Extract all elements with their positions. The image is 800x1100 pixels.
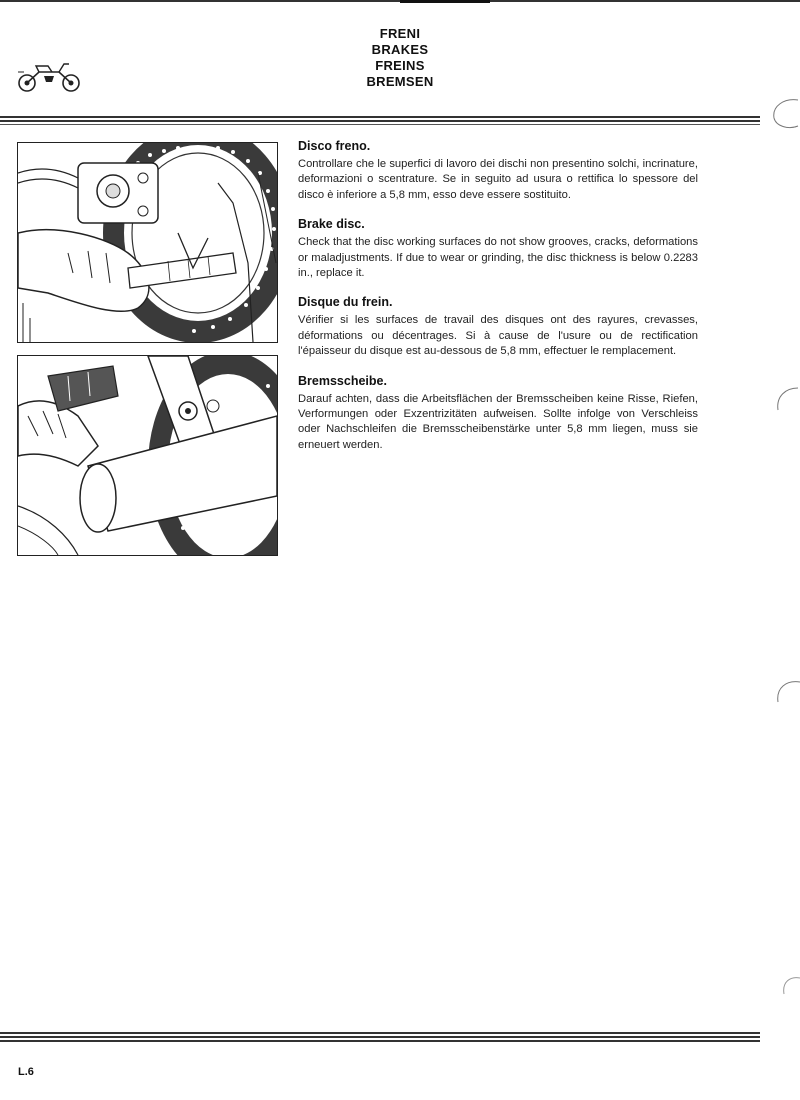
section-body: Vérifier si les surfaces de travail des disques ont des rayures, crevasses, déformations ou décentrages. Si à cause de l'usure ou de rectification l'épaisseur du disque est au-dessous de 5,8 mm, effectuer le remplacement. <box>298 314 698 358</box>
title-fr: FREINS <box>375 58 425 73</box>
section-english <box>298 216 698 281</box>
section-french <box>298 294 698 359</box>
brake-disc-caliper-measure-illustration <box>17 142 278 343</box>
title-en: BRAKES <box>371 42 429 57</box>
section-heading: Brake disc. <box>298 217 365 232</box>
section-heading: Bremsscheibe. <box>298 373 387 388</box>
header-rules <box>0 116 760 127</box>
page-number: L.6 <box>18 1066 34 1078</box>
section-body: Controllare che le superfici di lavoro dei dischi non presentino solchi, incrinature, deformazioni o scentrature. Se in seguito ad usura o rettifica lo spessore del disco è inferiore a 5,8 mm, esso deve essere sostituito. <box>298 158 698 201</box>
top-rule-accent <box>400 0 490 3</box>
title-it: FRENI <box>379 26 421 41</box>
brake-disc-measure-illustration <box>17 355 278 556</box>
section-body: Check that the disc working surfaces do not show grooves, cracks, deformations or maladjustments. If due to wear or grinding, the disc thickness is below 0.2283 in., replace it. <box>298 236 698 280</box>
section-italian <box>298 138 698 203</box>
binder-hole-icon <box>766 968 800 1002</box>
page-header <box>0 26 800 90</box>
text-column <box>298 138 698 466</box>
section-heading: Disco freno. <box>298 139 371 153</box>
footer-rules <box>0 1032 760 1044</box>
binder-hole-icon <box>766 384 800 418</box>
binder-hole-icon <box>766 96 800 130</box>
binder-hole-icon <box>766 676 800 710</box>
section-body: Darauf achten, dass die Arbeitsflächen der Bremsscheiben keine Risse, Riefen, Verformungen oder Exzentrizitäten aufweisen. Sollte infolge von Verschleiss oder Nachschleifen die Bremsscheibenstärke unter 5,8 mm liegen, muss sie erneuert werden. <box>298 392 698 451</box>
section-heading: Disque du frein. <box>298 295 393 310</box>
title-de: BREMSEN <box>366 74 434 89</box>
section-german <box>298 373 698 454</box>
